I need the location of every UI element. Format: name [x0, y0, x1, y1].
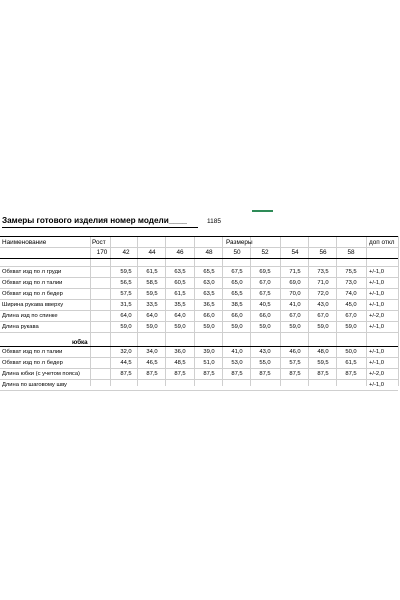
- grid-hline: [0, 390, 398, 391]
- tolerance-value: +/-1,0: [369, 269, 384, 275]
- measurement-name: Длина изд по спинке: [2, 313, 58, 319]
- measurement-value: 66,0: [203, 313, 215, 319]
- measurement-name: Обхват изд по л талии: [2, 349, 63, 355]
- measurement-value: 43,0: [317, 302, 329, 308]
- measurement-value: 87,5: [289, 371, 301, 377]
- measurement-value: 44,5: [120, 360, 132, 366]
- grid-hline: [0, 247, 398, 248]
- tolerance-value: +/-1,0: [369, 382, 384, 388]
- size-header: 48: [205, 249, 213, 256]
- measurement-value: 59,0: [203, 324, 215, 330]
- measurement-value: 63,5: [203, 291, 215, 297]
- measurement-value: 33,5: [146, 302, 158, 308]
- grid-hline: [0, 266, 398, 267]
- tolerance-value: +/-2,0: [369, 313, 384, 319]
- measurement-value: 59,0: [146, 324, 158, 330]
- measurement-value: 63,0: [203, 280, 215, 286]
- measurement-value: 87,5: [174, 371, 186, 377]
- measurement-value: 39,0: [203, 349, 215, 355]
- sheet-title: Замеры готового изделия номер модели____: [2, 216, 187, 225]
- measurement-value: 41,0: [289, 302, 301, 308]
- measurement-value: 59,5: [146, 291, 158, 297]
- measurement-value: 72,0: [317, 291, 329, 297]
- height-value: 170: [96, 249, 108, 256]
- measurement-value: 46,0: [289, 349, 301, 355]
- measurement-value: 63,5: [174, 269, 186, 275]
- measurement-value: 31,5: [120, 302, 132, 308]
- measurement-value: 73,0: [345, 280, 357, 286]
- header-name: Наименование: [2, 239, 47, 246]
- measurement-value: 87,5: [120, 371, 132, 377]
- header-tolerance: доп откл: [369, 239, 395, 246]
- skirt-label: юбка: [72, 339, 88, 346]
- tolerance-value: +/-1,0: [369, 302, 384, 308]
- measurement-value: 71,0: [317, 280, 329, 286]
- measurement-value: 57,5: [289, 360, 301, 366]
- measurement-value: 66,0: [259, 313, 271, 319]
- tolerance-value: +/-1,0: [369, 280, 384, 286]
- measurement-value: 43,0: [259, 349, 271, 355]
- measurement-value: 53,0: [231, 360, 243, 366]
- measurement-value: 48,0: [317, 349, 329, 355]
- header-height: Рост: [92, 239, 106, 246]
- size-header: 58: [347, 249, 355, 256]
- grid-border: [0, 236, 398, 237]
- measurement-value: 71,5: [289, 269, 301, 275]
- measurement-value: 75,5: [345, 269, 357, 275]
- tolerance-value: +/-2,0: [369, 371, 384, 377]
- grid-hline: [0, 310, 398, 311]
- measurement-value: 32,0: [120, 349, 132, 355]
- measurement-value: 67,0: [289, 313, 301, 319]
- measurement-value: 61,5: [174, 291, 186, 297]
- tolerance-value: +/-1,0: [369, 349, 384, 355]
- measurement-value: 55,0: [259, 360, 271, 366]
- measurement-value: 59,5: [317, 360, 329, 366]
- grid-border: [0, 346, 398, 347]
- measurement-value: 73,5: [317, 269, 329, 275]
- size-header: 46: [176, 249, 184, 256]
- grid-hline: [0, 277, 398, 278]
- measurement-name: Обхват изд по л бедер: [2, 360, 63, 366]
- measurement-value: 87,5: [345, 371, 357, 377]
- measurement-name: Ширина рукава вверху: [2, 302, 64, 308]
- measurement-value: 41,0: [231, 349, 243, 355]
- measurement-value: 87,5: [146, 371, 158, 377]
- grid-border: [0, 258, 398, 259]
- grid-hline: [0, 321, 398, 322]
- measurement-value: 56,5: [120, 280, 132, 286]
- measurement-value: 67,0: [259, 280, 271, 286]
- size-header: 44: [148, 249, 156, 256]
- measurement-value: 59,5: [120, 269, 132, 275]
- measurement-value: 57,5: [120, 291, 132, 297]
- measurement-name: Обхват изд по л бедер: [2, 291, 63, 297]
- tolerance-value: +/-1,0: [369, 360, 384, 366]
- tolerance-value: +/-1,0: [369, 291, 384, 297]
- model-number: 1185: [207, 218, 221, 225]
- measurement-value: 59,0: [259, 324, 271, 330]
- measurement-value: 59,0: [289, 324, 301, 330]
- measurement-value: 74,0: [345, 291, 357, 297]
- measurement-value: 64,0: [146, 313, 158, 319]
- measurement-value: 59,0: [174, 324, 186, 330]
- measurement-value: 61,5: [345, 360, 357, 366]
- measurement-value: 65,5: [203, 269, 215, 275]
- measurement-value: 48,5: [174, 360, 186, 366]
- measurement-value: 36,0: [174, 349, 186, 355]
- measurement-value: 58,5: [146, 280, 158, 286]
- measurement-value: 65,5: [231, 291, 243, 297]
- grid-hline: [0, 332, 398, 333]
- measurement-value: 87,5: [259, 371, 271, 377]
- measurement-value: 35,5: [174, 302, 186, 308]
- measurement-value: 67,0: [317, 313, 329, 319]
- measurement-name: Обхват изд по л груди: [2, 269, 62, 275]
- measurement-value: 67,5: [231, 269, 243, 275]
- measurement-value: 51,0: [203, 360, 215, 366]
- grid-hline: [0, 288, 398, 289]
- measurement-value: 59,0: [317, 324, 329, 330]
- measurement-value: 64,0: [174, 313, 186, 319]
- measurement-value: 60,5: [174, 280, 186, 286]
- size-header: 52: [261, 249, 269, 256]
- measurement-value: 87,5: [231, 371, 243, 377]
- selected-cell-indicator: [252, 210, 273, 212]
- grid-hline: [0, 368, 398, 369]
- measurement-value: 40,5: [259, 302, 271, 308]
- grid-hline: [0, 357, 398, 358]
- size-header: 54: [291, 249, 299, 256]
- measurement-value: 50,0: [345, 349, 357, 355]
- size-header: 50: [233, 249, 241, 256]
- grid-hline: [0, 379, 398, 380]
- measurement-value: 66,0: [231, 313, 243, 319]
- measurement-name: Обхват изд по л талии: [2, 280, 63, 286]
- measurement-value: 70,0: [289, 291, 301, 297]
- measurement-value: 67,0: [345, 313, 357, 319]
- measurement-value: 46,5: [146, 360, 158, 366]
- header-sizes: Размеры: [226, 239, 253, 246]
- size-header: 42: [122, 249, 130, 256]
- measurement-value: 69,5: [259, 269, 271, 275]
- measurement-value: 87,5: [203, 371, 215, 377]
- measurement-value: 69,0: [289, 280, 301, 286]
- measurement-value: 61,5: [146, 269, 158, 275]
- measurement-value: 38,5: [231, 302, 243, 308]
- measurement-value: 36,5: [203, 302, 215, 308]
- measurement-value: 45,0: [345, 302, 357, 308]
- measurement-value: 59,0: [120, 324, 132, 330]
- measurement-value: 34,0: [146, 349, 158, 355]
- measurement-name: Длина юбки (с учетом пояса): [2, 371, 80, 377]
- measurement-value: 87,5: [317, 371, 329, 377]
- tolerance-value: +/-1,0: [369, 324, 384, 330]
- measurement-name: Длина рукава: [2, 324, 39, 330]
- measurement-value: 64,0: [120, 313, 132, 319]
- grid-hline: [0, 299, 398, 300]
- title-underline: [2, 227, 198, 228]
- measurement-value: 65,0: [231, 280, 243, 286]
- size-header: 56: [319, 249, 327, 256]
- grid-vline: [398, 236, 399, 386]
- measurement-value: 59,0: [231, 324, 243, 330]
- measurement-value: 67,5: [259, 291, 271, 297]
- measurement-name: Длина по шаговому шву: [2, 382, 67, 388]
- measurement-value: 59,0: [345, 324, 357, 330]
